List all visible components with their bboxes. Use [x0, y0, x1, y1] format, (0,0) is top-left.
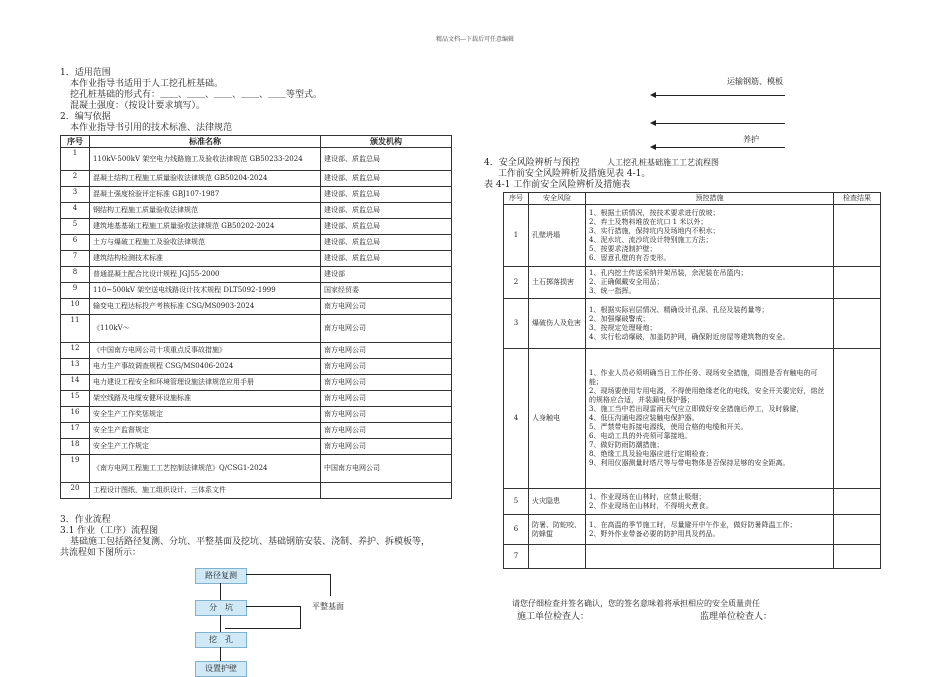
measure-item: 9、利用仪器测量时塔尺等与带电物体是否保持足够的安全距离。 [589, 459, 790, 467]
standards-table [60, 135, 452, 499]
table-row [61, 375, 452, 391]
risk-cell-no: 7 [504, 545, 529, 569]
section-2-title: 2．编写依据 [60, 112, 111, 122]
section-4-para-1: 工作前安全风险辨析及措施见表 4-1。 [498, 169, 651, 179]
risk-cell-risk: 孔壁坍塌 [529, 205, 586, 267]
flow-box-layout: 分 坑 [195, 600, 247, 616]
table-row [61, 391, 452, 407]
risk-row [504, 205, 881, 267]
measure-item: 2、现场要使用专用电源，不得使用绝缘老化的电线，安全开关要完好，熔丝的规格应合适，并装漏电保护器； [589, 387, 825, 404]
table-row [61, 439, 452, 455]
table-cell-org: 建设部、质监总局 [321, 203, 452, 219]
flow-connector [246, 606, 301, 607]
risk-cell-check-result[interactable] [834, 205, 881, 267]
risk-cell-check-result[interactable] [834, 489, 881, 515]
risk-cell-no: 1 [504, 205, 529, 267]
table-cell-name: 110kV-500kV 架空电力线路施工及验收法律规范 GB50233-2024 [90, 148, 321, 171]
risk-cell-no: 5 [504, 489, 529, 515]
flow-connector [246, 574, 331, 575]
table-cell-no: 12 [61, 343, 90, 359]
table-row [61, 187, 452, 203]
measure-item: 1、根据土质情况，按技术要求进行放坡； [589, 208, 720, 217]
risk-header-cell: 序号 [504, 193, 529, 205]
table-row [61, 251, 452, 267]
measure-item: 4、实行松动爆破，加盖防护网，确保附近房屋等建筑物的安全。 [589, 332, 790, 341]
table-cell-no: 1 [61, 148, 90, 171]
table-cell-name: 普通混凝土配合比设计规程 JGJ55-2000 [90, 267, 321, 283]
risk-cell-check-result[interactable] [834, 267, 881, 299]
measure-item: 1、在高温的季节施工时，尽量避开中午作业，做好防暑降温工作； [589, 520, 797, 529]
table-cell-no: 7 [61, 251, 90, 267]
table-cell-name: 建筑结构检测技术标准 [90, 251, 321, 267]
risk-row [504, 299, 881, 349]
table-cell-name: 110~500kV 架空送电线路设计技术规程 DLT5092-1999 [90, 283, 321, 299]
flow-box-survey: 路径复测 [195, 568, 247, 584]
flow-connector [225, 628, 301, 629]
flow-arrow-line [655, 95, 785, 96]
measure-item: 5、严禁带电拆接电源线，使用合格的电缆和开关。 [589, 423, 748, 431]
risk-header-cell: 检查结果 [834, 193, 881, 205]
risk-cell-risk [529, 545, 586, 569]
table-cell-name: 《南方电网工程施工工艺控制法律规范》Q/CSG1-2024 [90, 455, 321, 483]
flow-box-excavate: 挖 孔 [195, 632, 247, 648]
section-4-title: 4．安全风险辨析与预控 [484, 158, 580, 168]
table-cell-no: 16 [61, 407, 90, 423]
arrow-left-icon [650, 92, 656, 98]
flow-connector [220, 615, 221, 632]
risk-table [503, 192, 881, 569]
flow-box-retaining-wall: 设置护壁 [195, 661, 247, 677]
table-header-cell: 颁发机构 [321, 136, 452, 148]
section-3-title: 3．作业流程 [60, 515, 111, 525]
page-header: 精品文档---下载后可任意编辑 [435, 36, 515, 43]
risk-cell-no: 2 [504, 267, 529, 299]
table-cell-org: 建设部、质监总局 [321, 187, 452, 203]
table-cell-no: 20 [61, 483, 90, 499]
measure-item: 2、作业现场在山林时，不得明火煮食。 [589, 501, 713, 510]
table-row [61, 343, 452, 359]
measure-item: 4、泥水坑、流沙坑设计特别施工方法； [589, 235, 713, 244]
section-1-para-1: 本作业指导书适用于人工挖孔桩基础。 [70, 79, 224, 89]
table-cell-no: 14 [61, 375, 90, 391]
risk-cell-no: 3 [504, 299, 529, 349]
table-cell-name: 建筑地基基础工程施工质量验收法律规范 GB50202-2024 [90, 219, 321, 235]
risk-row [504, 349, 881, 489]
table-cell-org: 建设部、质监总局 [321, 171, 452, 187]
table-cell-org: 建设部、质监总局 [321, 235, 452, 251]
table-cell-org: 南方电网公司 [321, 343, 452, 359]
risk-header-cell: 安全风险 [529, 193, 586, 205]
table-cell-org: 南方电网公司 [321, 391, 452, 407]
table-cell-no: 11 [61, 315, 90, 343]
table-cell-no: 19 [61, 455, 90, 483]
table-cell-name: 混凝土强度检验评定标准 GBJ107-1987 [90, 187, 321, 203]
flow-arrow-line [655, 123, 785, 124]
table-cell-no: 8 [61, 267, 90, 283]
table-cell-name: 安全生产工作奖惩规定 [90, 407, 321, 423]
flow-label-transport: 运输钢筋、模板 [727, 77, 783, 86]
measure-item: 2、正确佩戴安全用品； [589, 278, 664, 286]
table-cell-org: 南方电网公司 [321, 299, 452, 315]
measure-item: 2、弃土及物料堆放在坑口 1 米以外； [589, 217, 708, 226]
table-cell-no: 18 [61, 439, 90, 455]
section-3-1-para-2: 共流程如下图所示： [60, 548, 142, 558]
flow-arrow-line [655, 147, 785, 148]
risk-cell-measures [586, 267, 834, 299]
table-cell-name: 架空线路及电缆安健环设施标准 [90, 391, 321, 407]
table-cell-name: 《110kV～ [90, 315, 321, 343]
section-1-para-3: 混凝土强度：（按设计要求填写）。 [70, 101, 206, 111]
measure-item: 3、施工当中若出现雷雨天气应立即做好安全措施后停工，及时躲避， [589, 405, 804, 413]
table-cell-org: 建设部 [321, 267, 452, 283]
flow-connector [330, 574, 331, 596]
risk-header-cell: 预控措施 [586, 193, 834, 205]
risk-cell-check-result[interactable] [834, 515, 881, 545]
flow-label-curing: 养护 [743, 135, 759, 144]
risk-cell-check-result[interactable] [834, 545, 881, 569]
measure-item: 7、做好防雨防潮措施； [589, 441, 664, 449]
risk-cell-risk: 防暑、防蛇咬、防蜂蜇 [529, 515, 586, 545]
flowchart-caption: 人工挖孔桩基础施工工艺流程图 [607, 158, 719, 167]
risk-cell-risk: 爆破伤人及危害 [529, 299, 586, 349]
risk-header-row [504, 193, 881, 205]
measure-item: 3、统一指挥。 [589, 287, 636, 295]
measure-item: 3、实行措施，保持坑内及场地内不积水； [589, 226, 720, 235]
table-cell-name: 工程设计图纸，施工组织设计、三体系文件 [90, 483, 321, 499]
measure-item: 6、电动工具的外壳须可靠接地。 [589, 432, 692, 440]
table-cell-org: 建设部、质监总局 [321, 219, 452, 235]
risk-cell-risk: 火灾隐患 [529, 489, 586, 515]
signature-note: 请您仔细检查并签名确认，您的签名意味着将承担相应的安全质量责任 [512, 599, 760, 608]
table-cell-org: 南方电网公司 [321, 359, 452, 375]
supervision-inspector-label: 监理单位检查人： [700, 612, 773, 622]
table-cell-name: 电力生产事故调查规程 CSG/MS0406-2024 [90, 359, 321, 375]
table-row [61, 203, 452, 219]
table-cell-org: 国家经贸委 [321, 283, 452, 299]
section-3-1-title: 3.1 作业（工序）流程图 [60, 526, 159, 536]
table-cell-no: 4 [61, 203, 90, 219]
table-cell-no: 17 [61, 423, 90, 439]
table-cell-name: 安全生产监督规定 [90, 423, 321, 439]
risk-cell-measures [586, 349, 834, 489]
table-cell-no: 13 [61, 359, 90, 375]
table-cell-no: 2 [61, 171, 90, 187]
risk-row [504, 489, 881, 515]
risk-cell-no: 4 [504, 349, 529, 489]
risk-cell-no: 6 [504, 515, 529, 545]
table-row [61, 148, 452, 171]
section-1-para-2: 挖孔桩基础的形式有：＿＿、＿＿、＿＿、＿＿、＿＿等型式。 [70, 90, 323, 100]
flow-connector [300, 606, 301, 628]
section-1-title: 1．适用范围 [60, 68, 111, 78]
arrow-left-icon [650, 120, 656, 126]
table-cell-name: 《中国南方电网公司十项重点反事故措施》 [90, 343, 321, 359]
table-cell-no: 6 [61, 235, 90, 251]
risk-cell-measures [586, 205, 834, 267]
flow-connector [220, 583, 221, 600]
table-row [61, 283, 452, 299]
flow-label-level-ground: 平整基面 [312, 602, 344, 611]
arrow-left-icon [650, 144, 656, 150]
table-cell-org: 南方电网公司 [321, 423, 452, 439]
flow-connector [220, 647, 221, 661]
risk-cell-measures [586, 515, 834, 545]
table-row [61, 423, 452, 439]
table-row [61, 455, 452, 483]
risk-cell-risk: 土石掷落损害 [529, 267, 586, 299]
risk-row [504, 515, 881, 545]
table-cell-name: 安全生产工作规定 [90, 439, 321, 455]
table-cell-name: 钢结构工程施工质量验收法律规范 [90, 203, 321, 219]
table-row [61, 483, 452, 499]
table-cell-org: 南方电网公司 [321, 439, 452, 455]
table-cell-no: 10 [61, 299, 90, 315]
table-cell-no: 9 [61, 283, 90, 299]
table-row [61, 407, 452, 423]
risk-table-caption: 表 4-1 工作前安全风险辨析及措施表 [484, 180, 631, 190]
risk-row [504, 267, 881, 299]
table-cell-org: 中国南方电网公司 [321, 455, 452, 483]
table-row [61, 235, 452, 251]
table-cell-org: 建设部、质监总局 [321, 148, 452, 171]
risk-cell-check-result[interactable] [834, 299, 881, 349]
measure-item: 8、绝缘工具及验电器应进行定期检查； [589, 450, 713, 458]
measure-item: 3、按规定处理哑炮； [589, 323, 657, 332]
table-header-row [61, 136, 452, 148]
table-cell-org: 建设部、质监总局 [321, 251, 452, 267]
table-cell-no: 5 [61, 219, 90, 235]
table-cell-name: 电力建设工程安全和环境管理设施法律规范应用手册 [90, 375, 321, 391]
risk-cell-check-result[interactable] [834, 349, 881, 489]
table-row [61, 267, 452, 283]
risk-cell-measures [586, 489, 834, 515]
table-cell-no: 15 [61, 391, 90, 407]
table-header-cell: 序号 [61, 136, 90, 148]
measure-item: 1、作业现场在山林时，应禁止吸烟； [589, 492, 706, 501]
measure-item: 1、作业人员必须明确当日工作任务、现场安全措施，周围是否有触电的可能； [589, 369, 818, 386]
risk-row [504, 545, 881, 569]
measure-item: 5、按要求浇制护壁； [589, 244, 657, 253]
table-cell-org [321, 483, 452, 499]
table-row [61, 315, 452, 343]
risk-cell-risk: 人身触电 [529, 349, 586, 489]
table-row [61, 171, 452, 187]
table-cell-name: 土方与爆破工程施工及验收法律规范 [90, 235, 321, 251]
measure-item: 1、孔内挖土传送采纳井架吊装，余泥装在吊篮内； [589, 269, 748, 277]
section-3-1-para-1: 基础施工包括路径复测、分坑、平整基面及挖坑、基础钢筋安装、浇制、养护、拆模板等， [70, 537, 431, 547]
measure-item: 4、低压沟通电源应装触电保护器。 [589, 414, 699, 422]
table-cell-name: 混凝土结构工程施工质量验收法律规范 GB50204-2024 [90, 171, 321, 187]
table-cell-name: 输变电工程达标投产考核标准 CSG/MS0903-2024 [90, 299, 321, 315]
measure-item: 2、野外作业带备必要的防护用具及药品。 [589, 529, 720, 538]
table-cell-org: 南方电网公司 [321, 375, 452, 391]
table-row [61, 359, 452, 375]
table-header-cell: 标准名称 [90, 136, 321, 148]
table-row [61, 219, 452, 235]
measure-item: 6、留意孔壁的有否变形。 [589, 253, 671, 262]
table-cell-org: 南方电网公司 [321, 315, 452, 343]
table-cell-no: 3 [61, 187, 90, 203]
construction-inspector-label: 施工单位检查人： [517, 612, 590, 622]
risk-cell-measures [586, 299, 834, 349]
table-cell-org: 南方电网公司 [321, 407, 452, 423]
risk-cell-measures [586, 545, 834, 569]
section-2-para-1: 本作业指导书引用的技术标准、法律规范 [70, 123, 233, 133]
measure-item: 1、根据实际岩层情况、精确设计孔深、孔径及装药量等； [589, 305, 769, 314]
measure-item: 2、加强爆破警戒； [589, 314, 650, 323]
table-row [61, 299, 452, 315]
